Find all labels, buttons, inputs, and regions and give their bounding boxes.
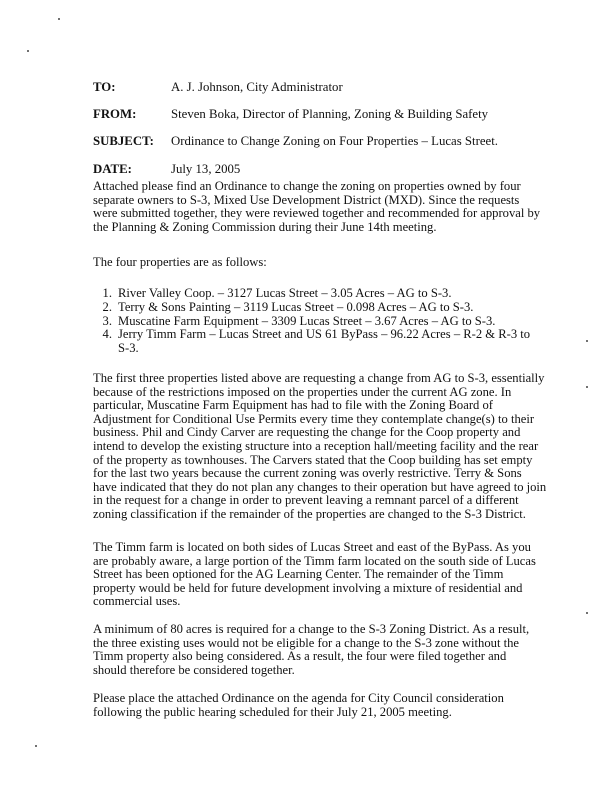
text-line: zoning classification if the remainder of the properties are changed to the S-3 District.: [93, 506, 526, 521]
text-line: for the last two years because the current zoning was overly restrictive. Terry & Sons: [93, 466, 522, 481]
list-number: [84, 342, 118, 356]
paragraph-restrictions: [93, 372, 546, 522]
text-line: were submitted together, they were reviewed together and recommended for approval by: [93, 206, 541, 221]
list-intro: The four properties are as follows:: [93, 255, 267, 269]
list-text: S-3.: [118, 341, 139, 356]
text-line: in the request for a change in order to prevent leaving a remnant parcel of a different: [93, 493, 519, 508]
text-line: because of the restrictions imposed on the properties under the current AG zone. In: [93, 384, 512, 399]
memo-header: [93, 80, 593, 180]
list-item: [84, 301, 530, 315]
paragraph-request: [93, 692, 504, 719]
text-line: property would be held for future development involving a mixture of residential and: [93, 580, 523, 595]
scan-speck: [58, 18, 60, 20]
header-label: DATE:: [93, 162, 132, 176]
text-line: should therefore be considered together.: [93, 662, 295, 677]
text-line: are probably aware, a large portion of the Timm farm located on the south side of Lucas: [93, 553, 536, 568]
list-text: Muscatine Farm Equipment – 3309 Lucas Street – 3.67 Acres – AG to S-3.: [118, 313, 496, 328]
text-line: Attached please find an Ordinance to change the zoning on properties owned by four: [93, 179, 521, 193]
text-line: the Planning & Zoning Commission during their June 14th meeting.: [93, 219, 437, 234]
header-value: Ordinance to Change Zoning on Four Properties – Lucas Street.: [171, 134, 498, 148]
text-line: the three existing uses would not be eligible for a change to the S-3 zone without the: [93, 635, 519, 650]
list-item: [84, 287, 530, 301]
text-line: Please place the attached Ordinance on the agenda for City Council consideration: [93, 691, 504, 705]
list-number: 1.: [102, 286, 112, 300]
header-value: July 13, 2005: [171, 162, 241, 176]
text-line: following the public hearing scheduled for their July 21, 2005 meeting.: [93, 704, 452, 719]
list-text: Jerry Timm Farm – Lucas Street and US 61 ByPass – 96.22 Acres – R-2 & R-3 to: [118, 327, 531, 342]
list-text: River Valley Coop. – 3127 Lucas Street – 3.05 Acres – AG to S-3.: [118, 286, 452, 300]
text-line: The first three properties listed above are requesting a change from AG to S-3, essentially: [93, 371, 545, 385]
scan-speck: [586, 612, 588, 614]
text-line: A minimum of 80 acres is required for a change to the S-3 Zoning District. As a result,: [93, 622, 530, 636]
intro-paragraph: [93, 180, 540, 234]
text-line: Timm property also being considered. As a result, the four were filed together and: [93, 649, 507, 664]
text-line: commercial uses.: [93, 594, 181, 609]
list-item: [84, 315, 530, 329]
list-number: 3.: [102, 313, 112, 328]
scan-speck: [27, 50, 29, 52]
text-line: The Timm farm is located on both sides of Lucas Street and east of the ByPass. As you: [93, 540, 531, 554]
text-line: have indicated that they do not plan any changes to their operation but have agreed to join: [93, 479, 547, 494]
paragraph-minimum-acres: [93, 623, 529, 677]
text-line: Street has been optioned for the AG Learning Center. The remainder of the Timm: [93, 567, 504, 582]
header-label: TO:: [93, 80, 116, 94]
paragraph-timm-farm: [93, 541, 536, 609]
text-line: Adjustment for Conditional Use Permits every time they contemplate change(s) to their: [93, 411, 535, 426]
text-line: separate owners to S-3, Mixed Use Development District (MXD). Since the requests: [93, 192, 520, 207]
header-label: SUBJECT:: [93, 134, 154, 148]
text-line: particular, Muscatine Farm Equipment has had to file with the Zoning Board of: [93, 398, 493, 413]
text-line: of the property as townhouses. The Carvers stated that the Coop building has set empty: [93, 452, 533, 467]
header-value: Steven Boka, Director of Planning, Zoning & Building Safety: [171, 107, 489, 121]
scan-speck: [586, 340, 588, 342]
header-value: A. J. Johnson, City Administrator: [171, 80, 343, 94]
list-number: 4.: [102, 327, 112, 342]
text-line: intend to develop the existing structure into a reception hall/meeting facility and the rear: [93, 438, 539, 453]
header-label: FROM:: [93, 107, 137, 121]
properties-list: [84, 287, 530, 356]
list-text: Terry & Sons Painting – 3119 Lucas Street – 0.098 Acres – AG to S-3.: [118, 299, 474, 314]
list-item-continuation: [84, 342, 530, 356]
scan-speck: [586, 386, 588, 388]
list-item: [84, 328, 530, 342]
list-number: 2.: [102, 299, 112, 314]
text-line: business. Phil and Cindy Carver are requesting the change for the Coop property and: [93, 425, 521, 440]
scan-speck: [35, 745, 37, 747]
